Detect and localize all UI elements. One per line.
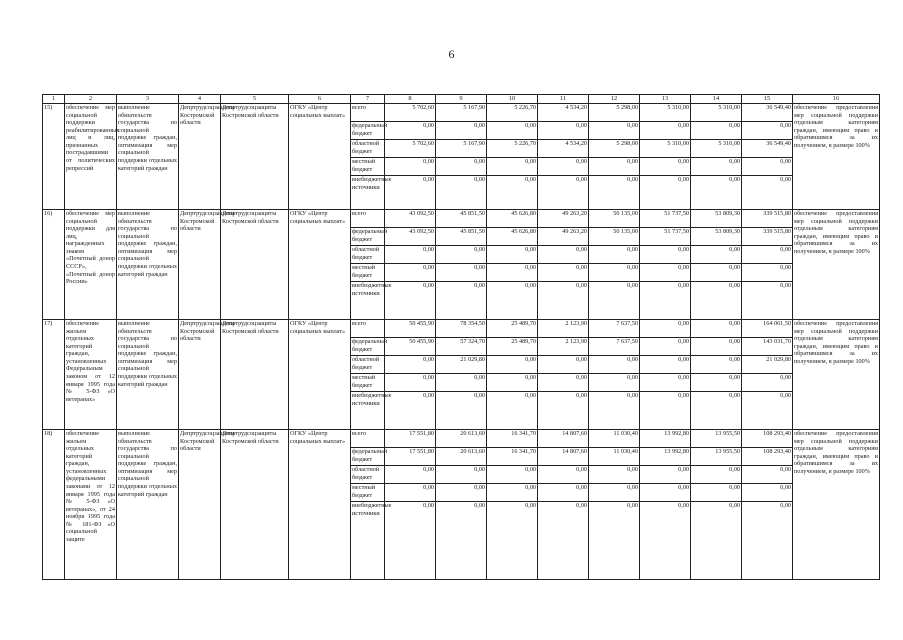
funding-value: 0,00 [436,176,487,210]
funding-value: 13 955,50 [691,430,742,448]
measure-name: обеспечение мер социальной поддержки реабилитированных лиц и лиц, признанных пострадавшими от политических репрессий [65,104,117,210]
funding-value: 0,00 [691,246,742,264]
funding-value: 0,00 [487,356,538,374]
column-number: 8 [385,95,436,104]
funding-value: 5 310,00 [691,140,742,158]
funding-source: внебюджетные источники [351,392,385,430]
funding-value: 0,00 [691,320,742,338]
funding-value: 0,00 [640,158,691,176]
funding-value: 57 324,70 [436,338,487,356]
measure-row [43,210,880,228]
responsible-executor: Депртрудсоцзащиты Костромской области [179,210,221,320]
funding-value: 49 263,20 [538,210,589,228]
funding-value: 0,00 [385,374,436,392]
funding-value: 0,00 [385,282,436,320]
funding-value: 0,00 [691,374,742,392]
funding-source: всего [351,104,385,122]
funding-value: 0,00 [436,392,487,430]
funding-value: 13 992,80 [640,448,691,466]
funding-value: 14 807,60 [538,430,589,448]
row-number: 17) [43,320,65,430]
measure-task: выполнение обязательств государства по социальной поддержке граждан, оптимизация мер социальной поддержки отдельных категорий граждан [117,104,179,210]
funding-value: 0,00 [589,484,640,502]
expected-result: обеспечение предоставления мер социальной поддержки отдельным категориям граждан, имеющим право и обратившимся за их получением, в размере 100% [793,210,880,320]
funding-value: 0,00 [742,466,793,484]
funding-source: областной бюджет [351,356,385,374]
funding-value: 13 992,80 [640,430,691,448]
column-number: 6 [289,95,351,104]
funding-source: всего [351,320,385,338]
funding-value: 0,00 [640,356,691,374]
funding-value: 4 534,20 [538,140,589,158]
measure-name: обеспечение жильем отдельных категорий граждан, установленных федеральными законами от 12 января 1995 года № 5-ФЗ «О ветеранах», от 24 ноября 1995 года № 181-ФЗ «О социальной защите [65,430,117,580]
funding-value: 49 263,20 [538,228,589,246]
funding-value: 339 515,80 [742,228,793,246]
row-number: 16) [43,210,65,320]
funding-value: 5 310,00 [691,104,742,122]
funding-value: 0,00 [589,466,640,484]
funding-value: 0,00 [589,158,640,176]
funding-value: 51 737,50 [640,210,691,228]
funding-value: 0,00 [691,484,742,502]
funding-value: 21 029,80 [436,356,487,374]
measure-task: выполнение обязательств государства по социальной поддержке граждан, оптимизация мер социальной поддержки отдельных категорий граждан [117,210,179,320]
funding-source: федеральный бюджет [351,228,385,246]
funding-source: всего [351,210,385,228]
funding-value: 0,00 [538,356,589,374]
funding-value: 0,00 [487,392,538,430]
funding-value: 0,00 [436,246,487,264]
funding-value: 0,00 [640,502,691,580]
funding-value: 0,00 [436,502,487,580]
funding-value: 0,00 [640,264,691,282]
funding-value: 25 489,70 [487,338,538,356]
column-number: 11 [538,95,589,104]
funding-value: 0,00 [742,484,793,502]
funding-value: 0,00 [640,246,691,264]
funding-value: 0,00 [691,338,742,356]
funding-value: 164 061,50 [742,320,793,338]
column-number: 12 [589,95,640,104]
participant: ОГКУ «Центр социальных выплат» [289,210,351,320]
funding-value: 50 455,90 [385,338,436,356]
funding-value: 0,00 [385,122,436,140]
funding-value: 143 031,70 [742,338,793,356]
program-table [42,94,880,580]
funding-value: 45 626,80 [487,228,538,246]
funding-value: 0,00 [385,466,436,484]
funding-value: 5 702,60 [385,140,436,158]
funding-value: 5 167,90 [436,140,487,158]
funding-value: 5 298,00 [589,104,640,122]
funding-value: 5 310,00 [640,104,691,122]
funding-value: 5 167,90 [436,104,487,122]
column-number-row [43,95,880,104]
co-executor: Депртрудсоцзащиты Костромской области [221,210,289,320]
funding-value: 0,00 [640,338,691,356]
funding-value: 0,00 [436,484,487,502]
funding-value: 5 226,70 [487,104,538,122]
column-number: 4 [179,95,221,104]
funding-value: 45 626,80 [487,210,538,228]
funding-value: 16 341,70 [487,430,538,448]
funding-value: 0,00 [589,176,640,210]
funding-value: 0,00 [487,466,538,484]
funding-value: 0,00 [742,374,793,392]
funding-value: 78 354,50 [436,320,487,338]
funding-value: 108 293,40 [742,448,793,466]
column-number: 16 [793,95,880,104]
funding-value: 339 515,80 [742,210,793,228]
funding-source: федеральный бюджет [351,122,385,140]
funding-source: областной бюджет [351,140,385,158]
funding-value: 0,00 [691,158,742,176]
funding-value: 0,00 [742,502,793,580]
funding-value: 0,00 [640,374,691,392]
funding-source: местный бюджет [351,374,385,392]
participant: ОГКУ «Центр социальных выплат» [289,320,351,430]
funding-value: 51 737,50 [640,228,691,246]
measure-task: выполнение обязательств государства по социальной поддержке граждан, оптимизация мер социальной поддержки отдельных категорий граждан [117,320,179,430]
column-number: 9 [436,95,487,104]
funding-value: 0,00 [385,484,436,502]
funding-value: 0,00 [589,374,640,392]
funding-value: 0,00 [487,158,538,176]
funding-value: 0,00 [640,392,691,430]
funding-value: 0,00 [487,502,538,580]
funding-value: 5 298,00 [589,140,640,158]
funding-source: местный бюджет [351,484,385,502]
funding-value: 0,00 [436,122,487,140]
funding-value: 7 637,50 [589,320,640,338]
funding-source: внебюджетные источники [351,282,385,320]
funding-value: 43 092,50 [385,228,436,246]
funding-value: 0,00 [691,466,742,484]
funding-value: 0,00 [385,356,436,374]
column-number: 2 [65,95,117,104]
funding-value: 11 030,40 [589,430,640,448]
column-number: 7 [351,95,385,104]
funding-source: внебюджетные источники [351,176,385,210]
co-executor: Депртрудсоцзащиты Костромской области [221,430,289,580]
funding-source: областной бюджет [351,246,385,264]
funding-value: 0,00 [538,246,589,264]
funding-value: 20 613,60 [436,448,487,466]
funding-value: 0,00 [487,484,538,502]
funding-value: 0,00 [691,176,742,210]
funding-value: 14 807,60 [538,448,589,466]
funding-value: 0,00 [487,176,538,210]
funding-value: 0,00 [436,282,487,320]
funding-value: 0,00 [436,264,487,282]
funding-value: 7 637,50 [589,338,640,356]
funding-value: 0,00 [487,264,538,282]
funding-value: 5 702,60 [385,104,436,122]
funding-value: 0,00 [538,392,589,430]
funding-value: 0,00 [640,176,691,210]
funding-value: 20 613,60 [436,430,487,448]
funding-value: 0,00 [589,122,640,140]
responsible-executor: Депртрудсоцзащиты Костромской области [179,430,221,580]
funding-value: 0,00 [742,122,793,140]
funding-value: 0,00 [589,356,640,374]
funding-value: 11 030,40 [589,448,640,466]
co-executor: Депртрудсоцзащиты Костромской области [221,104,289,210]
funding-value: 0,00 [640,484,691,502]
funding-value: 0,00 [691,122,742,140]
funding-source: внебюджетные источники [351,502,385,580]
funding-value: 50 135,00 [589,210,640,228]
funding-value: 0,00 [742,392,793,430]
funding-value: 17 551,80 [385,448,436,466]
funding-source: всего [351,430,385,448]
funding-value: 36 549,40 [742,140,793,158]
expected-result: обеспечение предоставления мер социальной поддержки отдельным категориям граждан, имеющим право и обратившимся за их получением, в размере 100% [793,430,880,580]
funding-value: 0,00 [385,502,436,580]
funding-value: 2 123,90 [538,338,589,356]
funding-source: местный бюджет [351,264,385,282]
funding-value: 16 341,70 [487,448,538,466]
funding-value: 0,00 [691,282,742,320]
expected-result: обеспечение предоставления мер социальной поддержки отдельным категориям граждан, имеющим право и обратившимся за их получением, в размере 100% [793,320,880,430]
funding-value: 0,00 [589,502,640,580]
responsible-executor: Депртрудсоцзащиты Костромской области [179,104,221,210]
funding-value: 0,00 [742,158,793,176]
funding-value: 17 551,80 [385,430,436,448]
funding-source: местный бюджет [351,158,385,176]
funding-value: 0,00 [538,374,589,392]
funding-value: 45 851,50 [436,228,487,246]
funding-value: 25 489,70 [487,320,538,338]
funding-value: 0,00 [538,502,589,580]
measure-row [43,430,880,448]
funding-value: 0,00 [538,158,589,176]
funding-value: 0,00 [385,246,436,264]
funding-value: 0,00 [589,392,640,430]
participant: ОГКУ «Центр социальных выплат» [289,104,351,210]
funding-value: 0,00 [538,466,589,484]
funding-value: 0,00 [691,264,742,282]
funding-value: 0,00 [589,282,640,320]
funding-value: 0,00 [640,122,691,140]
funding-value: 0,00 [385,264,436,282]
funding-value: 0,00 [487,374,538,392]
funding-value: 50 455,90 [385,320,436,338]
funding-value: 0,00 [691,356,742,374]
page-number: 6 [448,47,455,61]
funding-value: 0,00 [742,176,793,210]
funding-value: 45 851,50 [436,210,487,228]
funding-value: 5 310,00 [640,140,691,158]
funding-value: 0,00 [691,392,742,430]
funding-value: 21 029,80 [742,356,793,374]
funding-value: 0,00 [487,246,538,264]
funding-value: 0,00 [385,176,436,210]
column-number: 13 [640,95,691,104]
funding-value: 0,00 [487,122,538,140]
column-number: 1 [43,95,65,104]
funding-value: 0,00 [385,392,436,430]
measure-name: обеспечение жильем отдельных категорий граждан, установленных Федеральным законом от 12 января 1995 года № 5-ФЗ «О ветеранах» [65,320,117,430]
funding-value: 0,00 [742,246,793,264]
column-number: 3 [117,95,179,104]
funding-value: 0,00 [538,264,589,282]
funding-value: 53 809,30 [691,228,742,246]
funding-value: 0,00 [538,176,589,210]
funding-value: 0,00 [436,374,487,392]
funding-value: 0,00 [436,158,487,176]
funding-value: 0,00 [640,466,691,484]
funding-value: 13 955,50 [691,448,742,466]
funding-value: 0,00 [538,122,589,140]
funding-value: 0,00 [589,246,640,264]
funding-value: 0,00 [742,282,793,320]
funding-value: 50 135,00 [589,228,640,246]
funding-value: 108 293,40 [742,430,793,448]
column-number: 10 [487,95,538,104]
participant: ОГКУ «Центр социальных выплат» [289,430,351,580]
column-number: 5 [221,95,289,104]
measure-row [43,104,880,122]
expected-result: обеспечение предоставления мер социальной поддержки отдельным категориям граждан, имеющим право и обратившимся за их получением, в размере 100% [793,104,880,210]
funding-value: 0,00 [640,320,691,338]
responsible-executor: Депртрудсоцзащиты Костромской области [179,320,221,430]
funding-value: 36 549,40 [742,104,793,122]
funding-value: 0,00 [538,282,589,320]
funding-value: 0,00 [436,466,487,484]
funding-value: 4 534,20 [538,104,589,122]
funding-value: 0,00 [691,502,742,580]
measure-name: обеспечение мер социальной поддержки для лиц, награжденных знаком «Почетный донор СССР», «Почетный донор России» [65,210,117,320]
funding-value: 0,00 [385,158,436,176]
funding-source: федеральный бюджет [351,338,385,356]
funding-value: 0,00 [589,264,640,282]
funding-value: 53 809,30 [691,210,742,228]
row-number: 15) [43,104,65,210]
funding-source: федеральный бюджет [351,448,385,466]
funding-value: 0,00 [538,484,589,502]
funding-value: 2 123,90 [538,320,589,338]
funding-source: областной бюджет [351,466,385,484]
column-number: 14 [691,95,742,104]
row-number: 18) [43,430,65,580]
co-executor: Депртрудсоцзащиты Костромской области [221,320,289,430]
column-number: 15 [742,95,793,104]
measure-task: выполнение обязательств государства по социальной поддержке граждан, оптимизация мер социальной поддержки отдельных категорий граждан [117,430,179,580]
funding-value: 0,00 [487,282,538,320]
funding-value: 5 226,70 [487,140,538,158]
funding-value: 43 092,50 [385,210,436,228]
measure-row [43,320,880,338]
funding-value: 0,00 [640,282,691,320]
funding-value: 0,00 [742,264,793,282]
